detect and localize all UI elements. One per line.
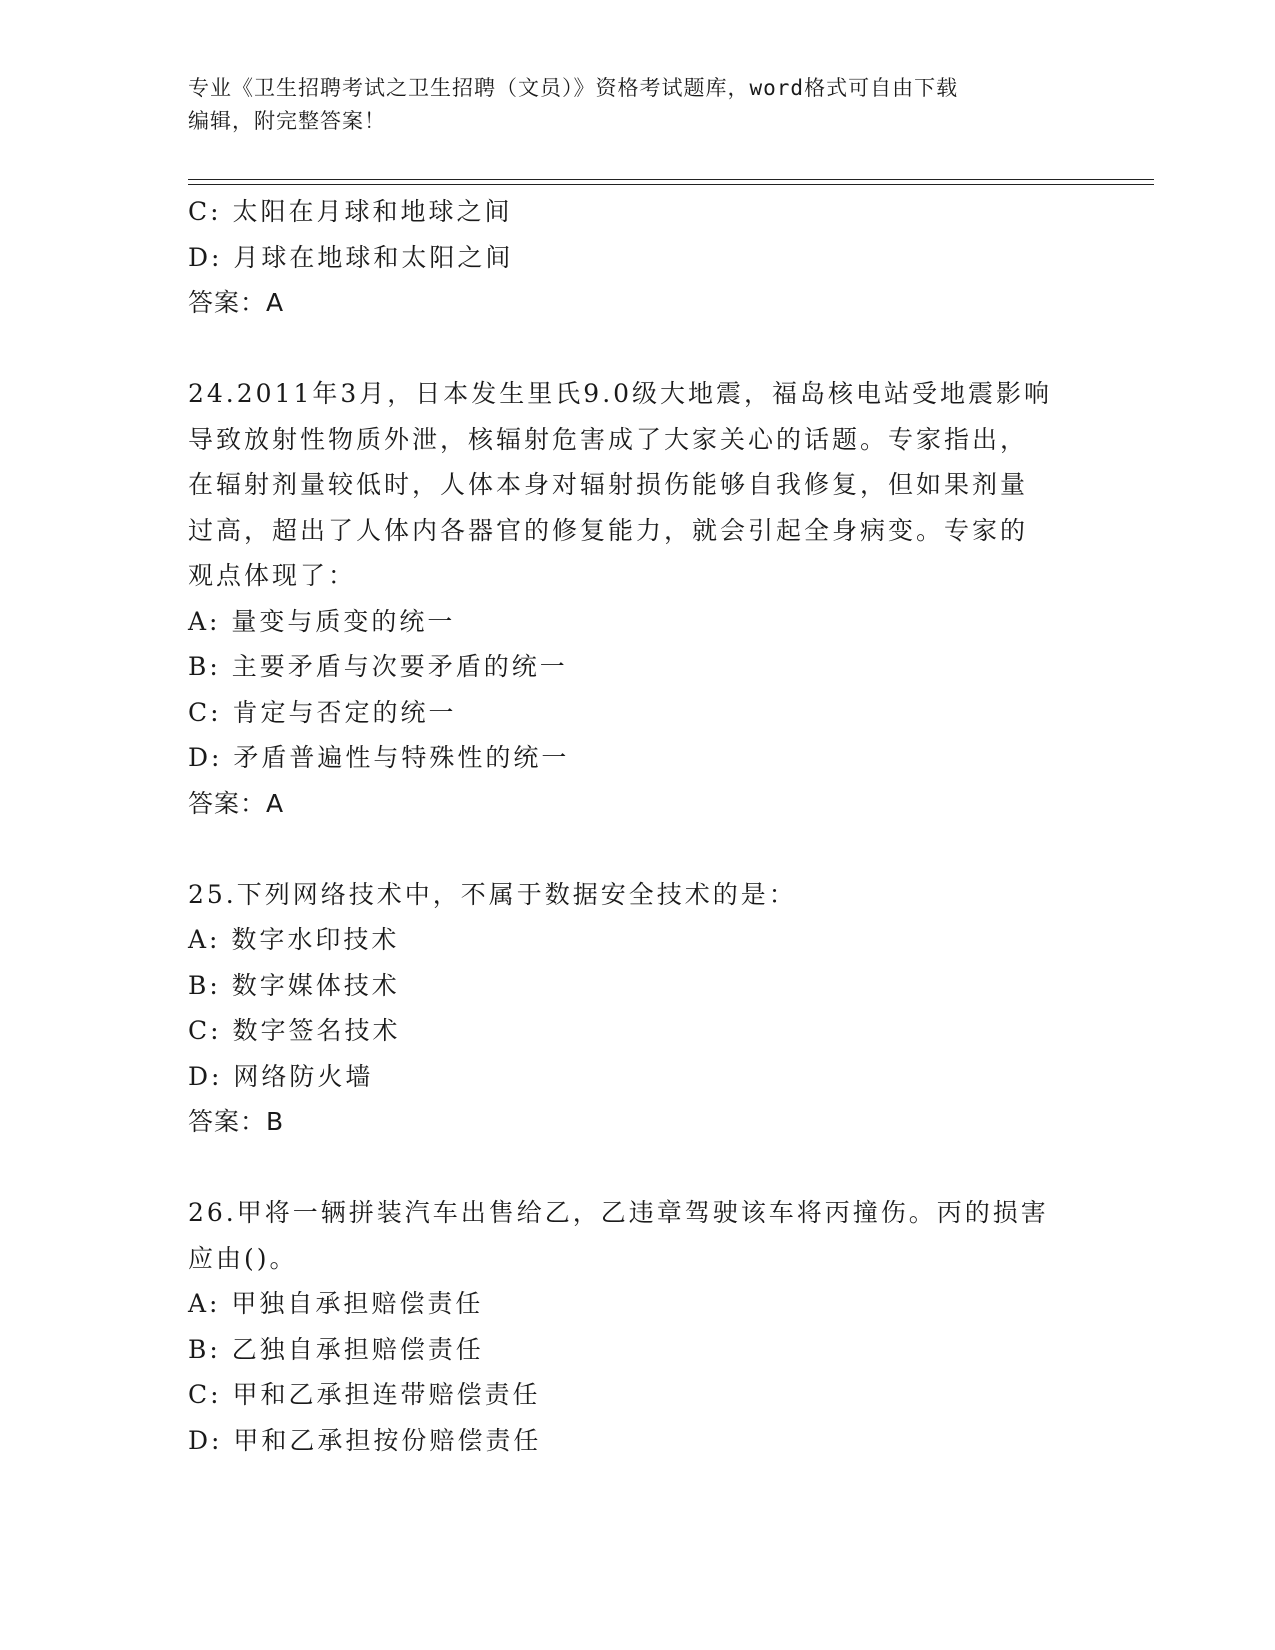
option-d: D: 月球在地球和太阳之间 xyxy=(188,242,514,272)
header-divider-bottom xyxy=(188,184,1154,185)
question-25 xyxy=(188,872,1088,1145)
option-c: C: 数字签名技术 xyxy=(188,1016,401,1045)
header-line-1: 专业《卫生招聘考试之卫生招聘（文员）》资格考试题库，word格式可自由下载 xyxy=(188,76,959,100)
question-stem-line: 26.甲将一辆拼装汽车出售给乙，乙违章驾驶该车将丙撞伤。丙的损害 xyxy=(188,1198,1049,1227)
answer-line: 答案：A xyxy=(188,288,285,317)
question-stem-line: 过高，超出了人体内各器官的修复能力，就会引起全身病变。专家的 xyxy=(188,515,1029,545)
option-d: D: 甲和乙承担按份赔偿责任 xyxy=(188,1425,542,1455)
question-stem-line: 观点体现了： xyxy=(188,561,357,590)
question-stem-line: 25.下列网络技术中，不属于数据安全技术的是： xyxy=(188,879,797,909)
option-a: A: 数字水印技术 xyxy=(188,925,400,954)
header-divider-top xyxy=(188,179,1154,180)
question-stem-line: 导致放射性物质外泄，核辐射危害成了大家关心的话题。专家指出， xyxy=(188,424,1029,454)
spacer xyxy=(188,326,1088,372)
option-c: C: 太阳在月球和地球之间 xyxy=(188,197,513,226)
option-b: B: 乙独自承担赔偿责任 xyxy=(188,1334,484,1364)
option-c: C: 甲和乙承担连带赔偿责任 xyxy=(188,1380,541,1409)
question-23-tail xyxy=(188,189,1088,326)
option-c: C: 肯定与否定的统一 xyxy=(188,697,457,727)
question-stem-line: 在辐射剂量较低时，人体本身对辐射损伤能够自我修复，但如果剂量 xyxy=(188,470,1029,499)
option-d: D: 矛盾普遍性与特殊性的统一 xyxy=(188,743,570,772)
header-line-2: 编辑，附完整答案！ xyxy=(188,109,386,133)
question-list xyxy=(188,189,1088,1463)
spacer xyxy=(188,1145,1088,1191)
answer-line: 答案：B xyxy=(188,1107,285,1136)
question-stem-line: 24.2011年3月，日本发生里氏9.0级大地震，福岛核电站受地震影响 xyxy=(188,379,1053,408)
option-b: B: 数字媒体技术 xyxy=(188,970,400,1000)
option-b: B: 主要矛盾与次要矛盾的统一 xyxy=(188,652,568,681)
option-a: A: 量变与质变的统一 xyxy=(188,606,456,636)
question-24 xyxy=(188,371,1088,826)
option-a: A: 甲独自承担赔偿责任 xyxy=(188,1289,484,1318)
spacer xyxy=(188,826,1088,872)
question-stem-line: 应由()。 xyxy=(188,1243,298,1273)
question-26 xyxy=(188,1190,1088,1463)
document-header xyxy=(188,72,1088,138)
option-d: D: 网络防火墙 xyxy=(188,1061,374,1091)
answer-line: 答案：A xyxy=(188,788,285,818)
